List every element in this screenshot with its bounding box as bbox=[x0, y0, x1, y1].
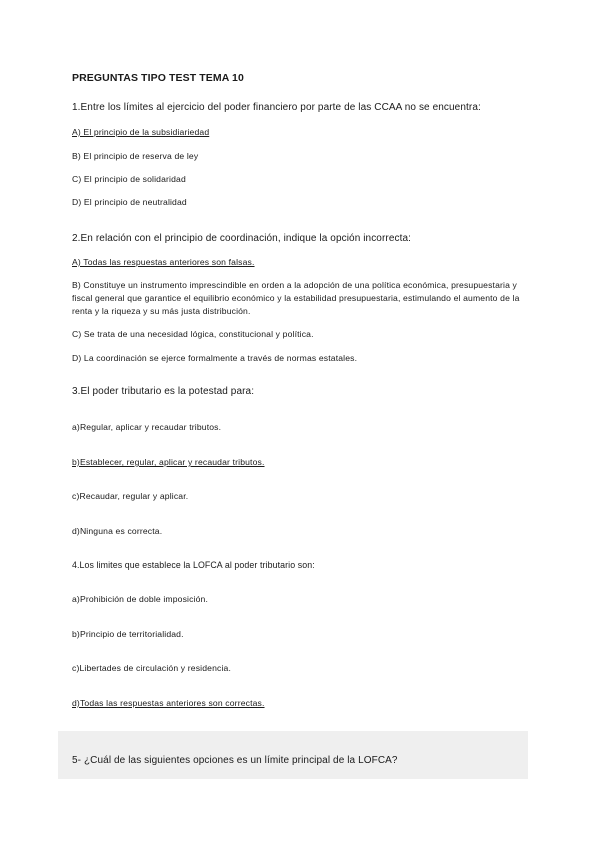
question-4-option-d: d)Todas las respuestas anteriores son correctas. bbox=[72, 698, 265, 708]
question-2-option-a: A) Todas las respuestas anteriores son falsas. bbox=[72, 257, 255, 267]
question-3-option-d: d)Ninguna es correcta. bbox=[72, 526, 163, 536]
question-2-option-b: B) Constituye un instrumento imprescindible en orden a la adopción de una política económica, presupuestaria y fiscal general que garantice el equilibrio económico y la estabilidad presupuestaria, estimulando el aumento de la renta y la riqueza y su más justa distribución. bbox=[72, 280, 520, 316]
question-3-option-c: c)Recaudar, regular y aplicar. bbox=[72, 491, 189, 501]
question-5-text: 5- ¿Cuál de las siguientes opciones es un límite principal de la LOFCA? bbox=[72, 755, 398, 766]
question-3-option-b: b)Establecer, regular, aplicar y recaudar tributos. bbox=[72, 457, 265, 467]
document-title: PREGUNTAS TIPO TEST TEMA 10 bbox=[72, 72, 244, 84]
question-4-option-c: c)Libertades de circulación y residencia. bbox=[72, 663, 232, 673]
question-1-text: 1.Entre los límites al ejercicio del poder financiero por parte de las CCAA no se encuentra: bbox=[72, 102, 481, 113]
question-4-option-b: b)Principio de territorialidad. bbox=[72, 629, 184, 639]
question-2-text: 2.En relación con el principio de coordinación, indique la opción incorrecta: bbox=[72, 233, 412, 244]
question-3-text: 3.El poder tributario es la potestad para: bbox=[72, 386, 255, 397]
question-4-option-a: a)Prohibición de doble imposición. bbox=[72, 594, 208, 604]
question-4-text: 4.Los limites que establece la LOFCA al poder tributario son: bbox=[72, 560, 315, 570]
question-1-option-c: C) El principio de solidaridad bbox=[72, 174, 186, 184]
question-1-option-a: A) El principio de la subsidiariedad bbox=[72, 127, 210, 137]
question-3-option-a: a)Regular, aplicar y recaudar tributos. bbox=[72, 422, 222, 432]
question-2-option-c: C) Se trata de una necesidad lógica, constitucional y política. bbox=[72, 329, 314, 339]
question-1-option-d: D) El principio de neutralidad bbox=[72, 197, 187, 207]
question-2-option-d: D) La coordinación se ejerce formalmente a través de normas estatales. bbox=[72, 353, 358, 363]
question-1-option-b: B) El principio de reserva de ley bbox=[72, 151, 199, 161]
